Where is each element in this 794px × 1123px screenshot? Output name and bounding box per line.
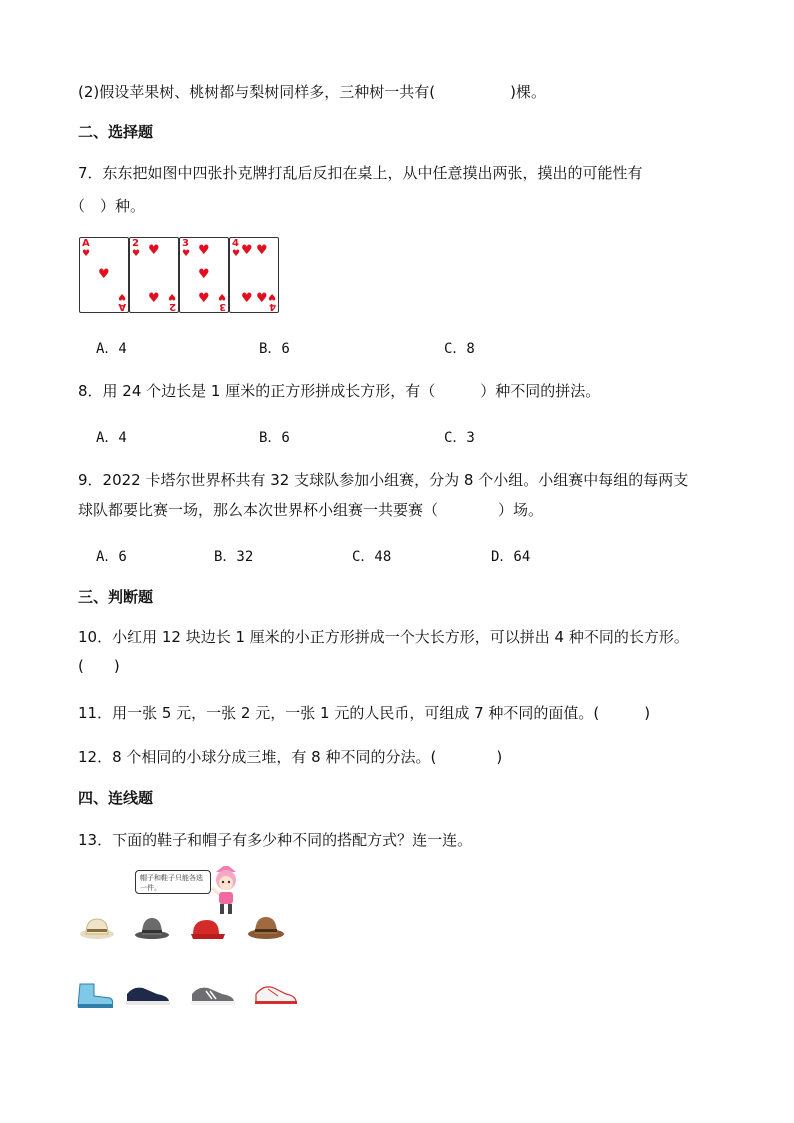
heart-icon: ♥ (256, 243, 268, 258)
red-canvas-shoe-icon[interactable] (252, 980, 300, 1008)
q12-text: 12．8 个相同的小球分成三堆，有 8 种不同的分法。( ) (78, 748, 503, 766)
blue-boot-icon[interactable] (74, 980, 116, 1010)
q7-option-c[interactable]: C．8 (444, 341, 475, 357)
heart-icon: ♥ (241, 291, 253, 306)
section-heading-judgment: 三、判断题 (78, 588, 154, 606)
q9-line1: 9．2022 卡塔尔世界杯共有 32 支球队参加小组赛，分为 8 个小组。小组赛中每组的每两支 (78, 471, 689, 489)
q9-line2: 球队都要比赛一场，那么本次世界杯小组赛一共要赛（ ）场。 (78, 501, 544, 519)
q7-line1: 7．东东把如图中四张扑克牌打乱后反扣在桌上，从中任意摸出两张，摸出的可能性有 (78, 164, 643, 182)
q9-option-a[interactable]: A．6 (96, 549, 127, 565)
heart-icon: ♥ (182, 249, 191, 259)
card-rank: 3 (219, 301, 226, 312)
card-rank: 2 (132, 238, 139, 249)
brown-fedora-icon[interactable] (246, 913, 286, 941)
heart-icon: ♥ (198, 291, 210, 306)
q10-line1: 10．小红用 12 块边长 1 厘米的小正方形拼成一个大长方形，可以拼出 4 种不同的长方形。 (78, 628, 689, 646)
q8-option-c[interactable]: C．3 (444, 430, 475, 446)
heart-icon: ♥ (117, 291, 126, 301)
straw-hat-icon[interactable] (78, 915, 116, 941)
playing-card-2-hearts (129, 237, 179, 313)
heart-icon: ♥ (167, 291, 176, 301)
heart-icon: ♥ (148, 243, 160, 258)
heart-icon: ♥ (132, 249, 141, 259)
heart-icon: ♥ (198, 243, 210, 258)
card-rank: 4 (269, 301, 276, 312)
section-heading-choice: 二、选择题 (78, 123, 154, 141)
heart-icon: ♥ (241, 243, 253, 258)
gray-sneaker-icon[interactable] (188, 982, 238, 1008)
section-heading-matching: 四、连线题 (78, 789, 154, 807)
card-rank: 3 (182, 238, 189, 249)
heart-icon: ♥ (198, 267, 210, 282)
q8-option-b[interactable]: B．6 (259, 430, 290, 446)
red-cap-icon[interactable] (187, 918, 227, 942)
heart-icon: ♥ (217, 291, 226, 301)
q10-answer-blank[interactable]: ( ) (78, 657, 120, 675)
q8-text: 8．用 24 个边长是 1 厘米的正方形拼成长方形，有（ ）种不同的拼法。 (78, 382, 601, 400)
q8-option-a[interactable]: A．4 (96, 430, 127, 446)
playing-card-3-hearts (179, 237, 229, 313)
q9-option-c[interactable]: C．48 (352, 549, 392, 565)
heart-icon: ♥ (82, 249, 91, 259)
speech-bubble: 帽子和鞋子只能各选一件。 (135, 870, 211, 894)
heart-icon: ♥ (98, 267, 110, 282)
card-rank: 2 (169, 301, 176, 312)
q7-option-b[interactable]: B．6 (259, 341, 290, 357)
q13-text: 13．下面的鞋子和帽子有多少种不同的搭配方式？连一连。 (78, 831, 473, 849)
card-rank: A (118, 301, 126, 312)
q6-part2-text: (2)假设苹果树、桃树都与梨树同样多，三种树一共有( )棵。 (78, 83, 546, 101)
q9-option-b[interactable]: B．32 (214, 549, 254, 565)
q7-line2: （ ）种。 (70, 197, 146, 215)
heart-icon: ♥ (148, 291, 160, 306)
dark-sneaker-icon[interactable] (123, 982, 173, 1008)
card-rank: A (82, 238, 90, 249)
card-rank: 4 (232, 238, 239, 249)
heart-icon: ♥ (256, 291, 268, 306)
heart-icon: ♥ (267, 291, 276, 301)
heart-icon: ♥ (232, 249, 241, 259)
playing-card-ace-hearts (79, 237, 129, 313)
girl-illustration (206, 866, 246, 918)
playing-card-4-hearts (229, 237, 279, 313)
q7-option-a[interactable]: A．4 (96, 341, 127, 357)
q11-text: 11．用一张 5 元，一张 2 元，一张 1 元的人民币，可组成 7 种不同的面值。( ) (78, 704, 651, 722)
q9-option-d[interactable]: D．64 (491, 549, 531, 565)
gray-bowler-hat-icon[interactable] (133, 915, 171, 941)
